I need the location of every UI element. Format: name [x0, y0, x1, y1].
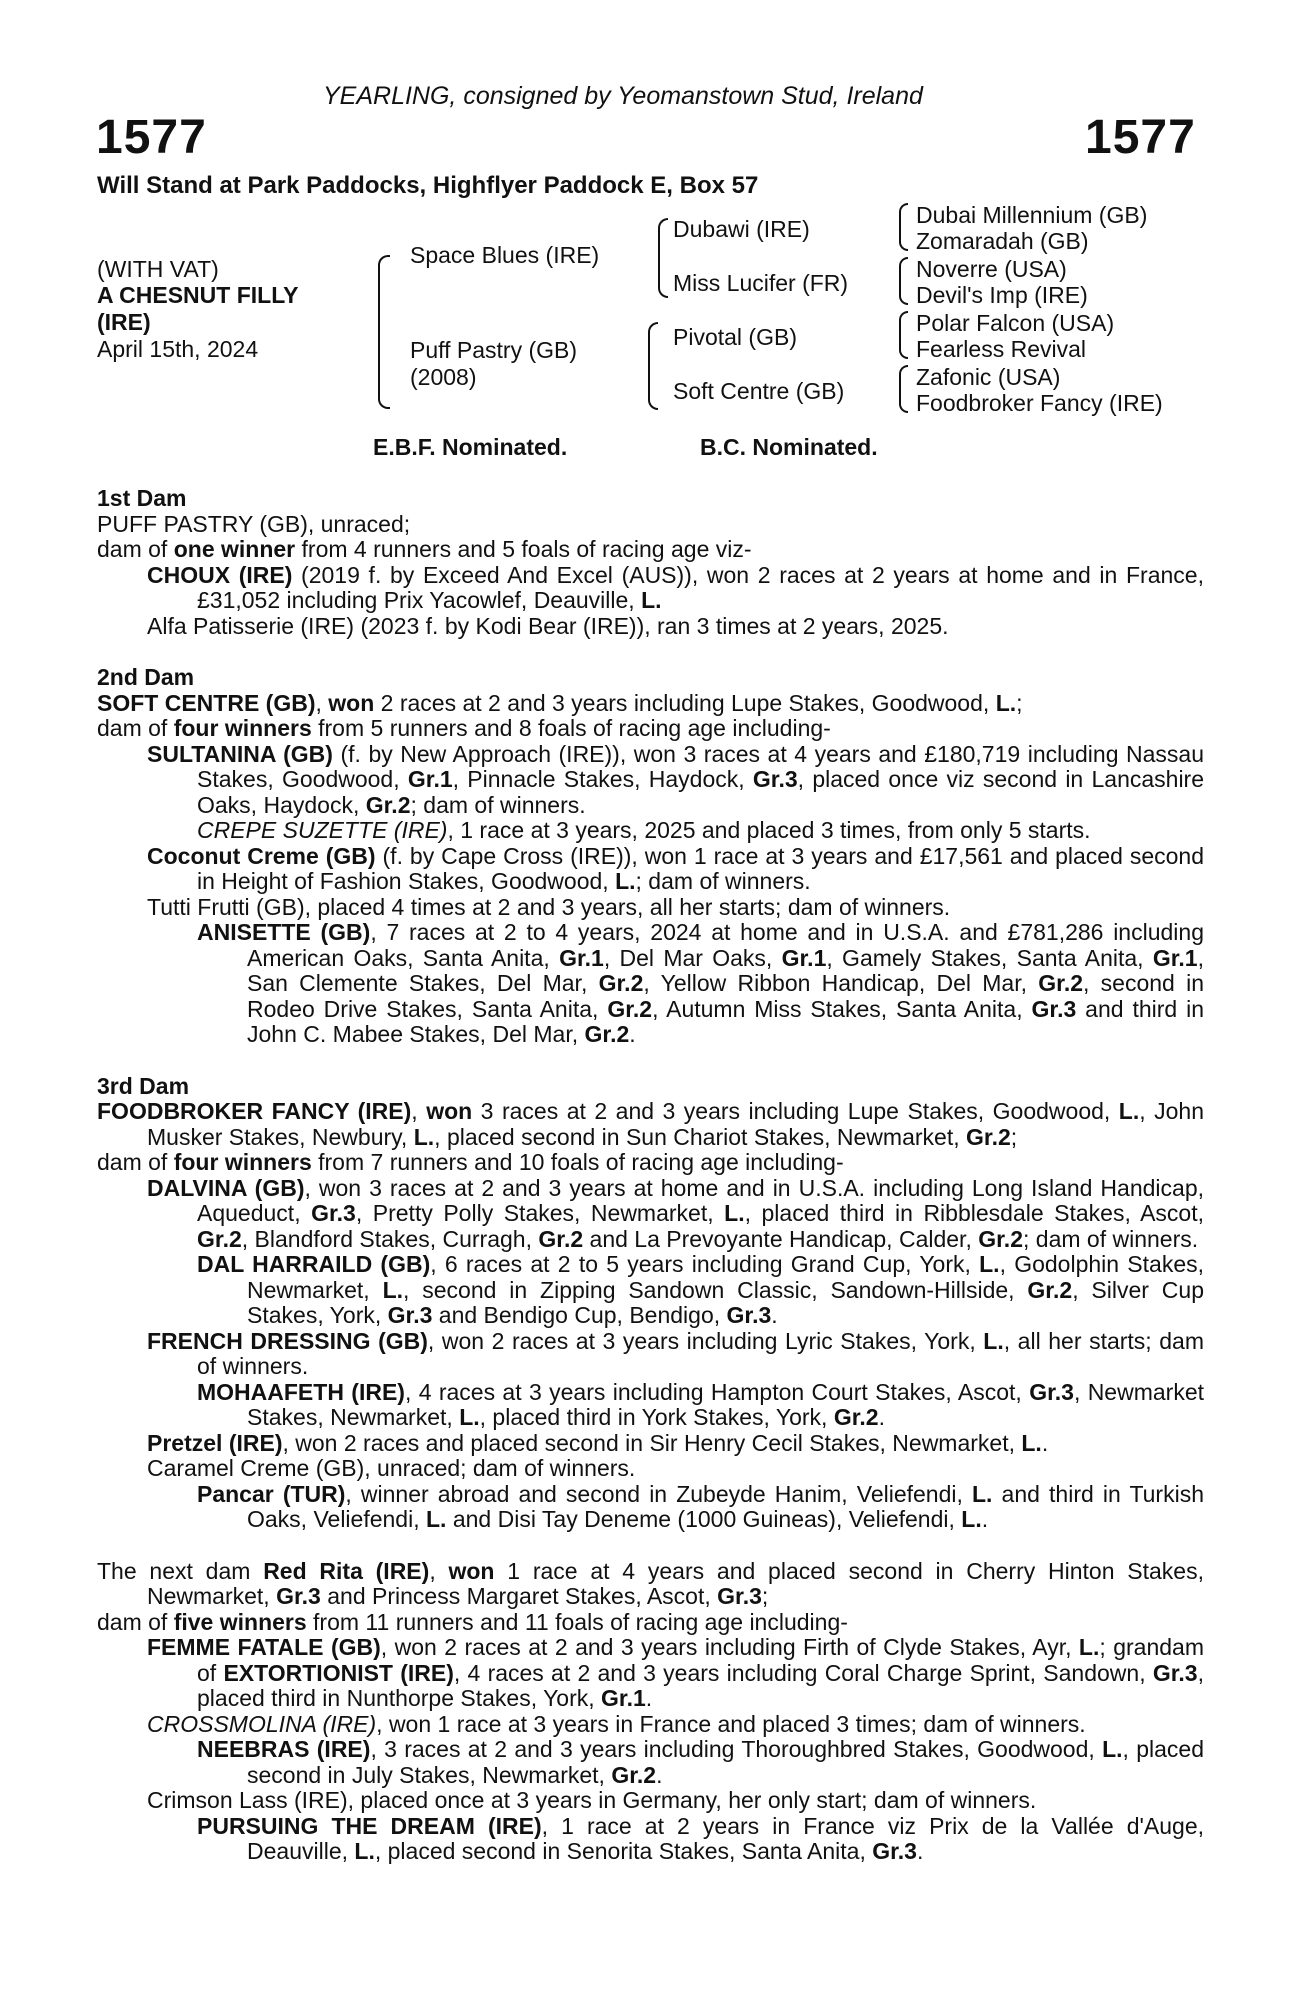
pedigree-sire-sire: Dubawi (IRE) — [673, 216, 810, 242]
progeny-pancar: Pancar (TUR), winner abroad and second in Zubeyde Hanim, Veliefendi, L. and third in Turkish Oaks, Veliefendi, L. and Disi Tay Deneme (1000 Guineas), Veliefendi, L.. — [197, 1480, 1204, 1532]
lot-number-left: 1577 — [96, 111, 207, 164]
first-dam-heading: 1st Dam — [97, 485, 187, 511]
progeny-crepe: CREPE SUZETTE (IRE), 1 race at 3 years, 2025 and placed 3 times, from only 5 starts. — [197, 817, 1091, 843]
pedigree-g2: Zomaradah (GB) — [916, 228, 1089, 254]
progeny-alfa: Alfa Patisserie (IRE) (2023 f. by Kodi Bear (IRE)), ran 3 times at 2 years, 2025. — [147, 612, 949, 639]
second-dam-name: SOFT CENTRE (GB), won 2 races at 2 and 3 years including Lupe Stakes, Goodwood, L.; — [97, 689, 1023, 716]
progeny-dalvina: DALVINA (GB), won 3 races at 2 and 3 years at home and in U.S.A. including Long Island Handicap, Aqueduct, Gr.3, Pretty Polly Stakes, Newmarket, L., placed third in Ribblesdale Stakes, Ascot, Gr.2, Blandford Stakes, Curragh, Gr.2 and La Prevoyante Handicap, Calder, Gr.2; dam of winners. — [147, 1174, 1205, 1252]
pedigree-dam-year: (2008) — [410, 364, 477, 390]
third-dam-name: FOODBROKER FANCY (IRE), won 3 races at 2 and 3 years including Lupe Stakes, Goodwood, L., John Musker Stakes, Newbury, L., placed second in Sun Chariot Stakes, Newmarket, Gr.2; — [97, 1098, 1205, 1150]
pedigree-brace-dam — [648, 322, 658, 410]
lot-number-right: 1577 — [1085, 111, 1196, 164]
progeny-coconut: Coconut Creme (GB) (f. by Cape Cross (IRE)), won 1 race at 3 years and £17,561 and placed second in Height of Fashion Stakes, Goodwood, L.; dam of winners. — [147, 842, 1205, 894]
progeny-french-dressing: FRENCH DRESSING (GB), won 2 races at 3 years including Lyric Stakes, York, L., all her starts; dam of winners. — [147, 1327, 1204, 1379]
second-dam-heading: 2nd Dam — [97, 664, 195, 690]
pedigree-dam-dam: Soft Centre (GB) — [673, 378, 845, 404]
bc-nominated: B.C. Nominated. — [700, 434, 878, 460]
next-dam-produce: dam of five winners from 11 runners and 11 foals of racing age including- — [97, 1608, 848, 1635]
progeny-anisette: ANISETTE (GB), 7 races at 2 to 4 years, 2024 at home and in U.S.A. and £781,286 including American Oaks, Santa Anita, Gr.1, Del Mar Oaks, Gr.1, Gamely Stakes, Santa Anita, Gr.1, San Clemente Stakes, Del Mar, Gr.2, Yellow Ribbon Handicap, Del Mar, Gr.2, second in Rodeo Drive Stakes, Santa Anita, Gr.2, Autumn Miss Stakes, Santa Anita, Gr.3 and third in John C. Mabee Stakes, Del Mar, Gr.2. — [197, 919, 1204, 1047]
pedigree-g5: Polar Falcon (USA) — [916, 310, 1115, 336]
pedigree-dam: Puff Pastry (GB) — [410, 337, 578, 363]
progeny-crossmolina: CROSSMOLINA (IRE), won 1 race at 3 years in France and placed 3 times; dam of winners. — [147, 1710, 1086, 1737]
pedigree-brace-g2 — [899, 257, 908, 305]
first-dam-produce: dam of one winner from 4 runners and 5 foals of racing age viz- — [97, 536, 752, 562]
next-dam-name: The next dam Red Rita (IRE), won 1 race at 4 years and placed second in Cherry Hinton Stakes, Newmarket, Gr.3 and Princess Margaret Stakes, Ascot, Gr.3; — [97, 1557, 1204, 1609]
pedigree-g8: Foodbroker Fancy (IRE) — [916, 390, 1163, 416]
pedigree-brace-g3 — [899, 311, 908, 359]
pedigree-g6: Fearless Revival — [916, 336, 1086, 362]
vat-note: (WITH VAT) — [97, 256, 219, 282]
consignment-line: YEARLING, consigned by Yeomanstown Stud, Ireland — [323, 82, 923, 110]
second-dam-produce: dam of four winners from 5 runners and 8 foals of racing age including- — [97, 715, 831, 741]
horse-description-country: (IRE) — [97, 309, 151, 335]
pedigree-g4: Devil's Imp (IRE) — [916, 282, 1088, 308]
ebf-nominated: E.B.F. Nominated. — [373, 434, 568, 460]
stand-location: Will Stand at Park Paddocks, Highflyer Paddock E, Box 57 — [97, 172, 759, 199]
horse-description: A CHESNUT FILLY — [97, 282, 299, 308]
progeny-choux: CHOUX (IRE) (2019 f. by Exceed And Excel (AUS)), won 2 races at 2 years at home and in France, £31,052 including Prix Yacowlef, Deauville, L. — [147, 561, 1204, 613]
first-dam-name: PUFF PASTRY (GB), unraced; — [97, 510, 411, 537]
progeny-pretzel: Pretzel (IRE), won 2 races and placed second in Sir Henry Cecil Stakes, Newmarket, L.. — [147, 1429, 1049, 1456]
progeny-mohaafeth: MOHAAFETH (IRE), 4 races at 3 years including Hampton Court Stakes, Ascot, Gr.3, Newmarket Stakes, Newmarket, L., placed third in York Stakes, York, Gr.2. — [197, 1378, 1204, 1430]
progeny-sultanina: SULTANINA (GB) (f. by New Approach (IRE)), won 3 races at 4 years and £180,719 including Nassau Stakes, Goodwood, Gr.1, Pinnacle Stakes, Haydock, Gr.3, placed once viz second in Lancashire Oaks, Haydock, Gr.2; dam of winners. — [147, 740, 1204, 818]
pedigree-brace-main — [378, 255, 390, 409]
pedigree-g7: Zafonic (USA) — [916, 364, 1061, 390]
third-dam-heading: 3rd Dam — [97, 1072, 190, 1099]
progeny-pursuing-the-dream: PURSUING THE DREAM (IRE), 1 race at 2 years in France viz Prix de la Vallée d'Auge, Deauville, L., placed second in Senorita Stakes, Santa Anita, Gr.3. — [197, 1812, 1205, 1864]
pedigree-g1: Dubai Millennium (GB) — [916, 202, 1148, 228]
progeny-crimson-lass: Crimson Lass (IRE), placed once at 3 years in Germany, her only start; dam of winners. — [147, 1787, 1037, 1813]
progeny-neebras: NEEBRAS (IRE), 3 races at 2 and 3 years including Thoroughbred Stakes, Goodwood, L., placed second in July Stakes, Newmarket, Gr.2. — [197, 1736, 1204, 1788]
pedigree-sire-dam: Miss Lucifer (FR) — [673, 270, 849, 296]
pedigree-g3: Noverre (USA) — [916, 256, 1067, 282]
progeny-femme-fatale: FEMME FATALE (GB), won 2 races at 2 and 3 years including Firth of Clyde Stakes, Ayr, L.; grandam of EXTORTIONIST (IRE), 4 races at 2 and 3 years including Coral Charge Sprint, Sandown, Gr.3, placed third in Nunthorpe Stakes, York, Gr.1. — [147, 1634, 1204, 1711]
pedigree-brace-g4 — [899, 365, 908, 413]
catalogue-body — [97, 486, 1204, 1865]
pedigree-brace-sire — [658, 218, 668, 298]
pedigree-sire: Space Blues (IRE) — [410, 242, 600, 268]
foaling-date: April 15th, 2024 — [97, 336, 259, 362]
progeny-caramel: Caramel Creme (GB), unraced; dam of winners. — [147, 1455, 636, 1481]
pedigree-dam-sire: Pivotal (GB) — [673, 324, 797, 350]
progeny-dal-harraild: DAL HARRAILD (GB), 6 races at 2 to 5 years including Grand Cup, York, L., Godolphin Stakes, Newmarket, L., second in Zipping Sandown Classic, Sandown-Hillside, Gr.2, Silver Cup Stakes, York, Gr.3 and Bendigo Cup, Bendigo, Gr.3. — [197, 1251, 1204, 1328]
third-dam-produce: dam of four winners from 7 runners and 10 foals of racing age including- — [97, 1149, 844, 1175]
pedigree-brace-g1 — [899, 203, 908, 251]
progeny-tutti: Tutti Frutti (GB), placed 4 times at 2 and 3 years, all her starts; dam of winners. — [147, 893, 951, 920]
